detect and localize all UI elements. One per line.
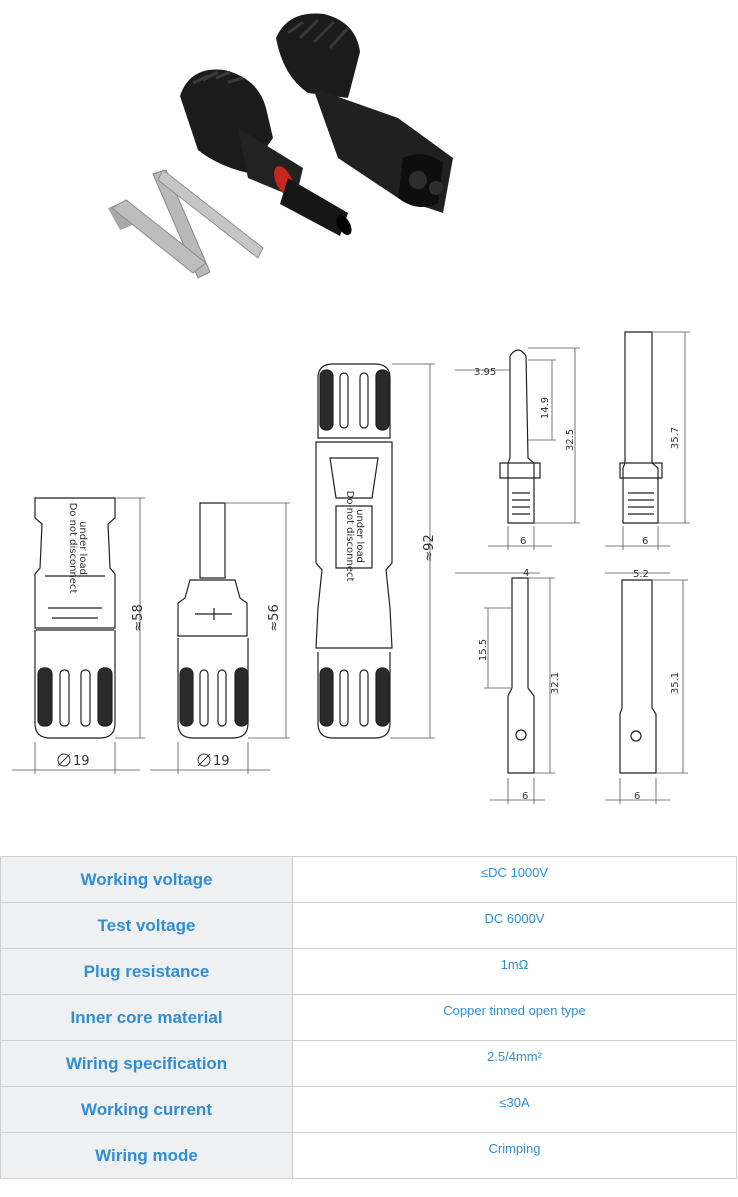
- spec-value: ≤DC 1000V: [293, 857, 737, 903]
- spec-row: [1, 949, 737, 995]
- warning-label-line1: Do not disconnect: [67, 502, 78, 594]
- spec-value: 2.5/4mm²: [293, 1041, 737, 1087]
- spec-value: ≤30A: [293, 1087, 737, 1133]
- product-photo: [98, 8, 470, 284]
- female-pin-base-dim: 6: [522, 791, 529, 802]
- pin4-length-dim: 35.1: [670, 671, 681, 695]
- spec-row: [1, 903, 737, 949]
- pin2-length-dim: 35.7: [670, 426, 681, 450]
- straight-pin-drawing: [620, 332, 662, 523]
- spec-key: Test voltage: [1, 903, 293, 949]
- spec-row: [1, 1041, 737, 1087]
- female-pin-top-dim: 4: [523, 568, 530, 579]
- female-pin-b-dim: 32.1: [550, 671, 561, 695]
- male-pin-drawing: [500, 350, 540, 523]
- spec-value: DC 6000V: [293, 903, 737, 949]
- spec-row: [1, 1087, 737, 1133]
- spec-row: [1, 995, 737, 1041]
- straight-socket-drawing: [620, 580, 656, 773]
- spec-value: Crimping: [293, 1133, 737, 1179]
- technical-drawing: [0, 318, 738, 848]
- spec-table: [0, 856, 737, 1179]
- warning-label-line2: under load: [354, 509, 365, 563]
- spec-value: 1mΩ: [293, 949, 737, 995]
- pin4-base-dim: 6: [634, 791, 641, 802]
- pin2-base-dim: 6: [642, 536, 649, 547]
- male-diameter-dim: 19: [213, 754, 230, 769]
- female-pin-a-dim: 15.5: [478, 638, 489, 662]
- male-pin-base-dim: 6: [520, 536, 527, 547]
- spec-value: Copper tinned open type: [293, 995, 737, 1041]
- spec-row: [1, 1133, 737, 1179]
- spec-key: Inner core material: [1, 995, 293, 1041]
- male-pin-a-dim: 14.9: [540, 396, 551, 420]
- male-length-dim: ≈56: [267, 604, 282, 632]
- spec-row: [1, 857, 737, 903]
- mated-length-dim: ≈92: [422, 534, 437, 562]
- male-pin-tip-dim: 3.95: [474, 367, 497, 378]
- spec-key: Working voltage: [1, 857, 293, 903]
- female-pin-drawing: [508, 578, 534, 773]
- spec-key: Wiring mode: [1, 1133, 293, 1179]
- warning-label-line1: Do not disconnect: [344, 490, 355, 582]
- male-connector-drawing: [178, 503, 248, 738]
- spec-key: Wiring specification: [1, 1041, 293, 1087]
- spec-key: Plug resistance: [1, 949, 293, 995]
- spec-table-body: [1, 857, 737, 1179]
- pin4-top-dim: 5.2: [633, 569, 649, 580]
- female-length-dim: ≈58: [131, 604, 146, 632]
- female-diameter-dim: 19: [73, 754, 90, 769]
- warning-label-line2: under load: [77, 521, 88, 575]
- spec-key: Working current: [1, 1087, 293, 1133]
- male-pin-b-dim: 32.5: [565, 428, 576, 452]
